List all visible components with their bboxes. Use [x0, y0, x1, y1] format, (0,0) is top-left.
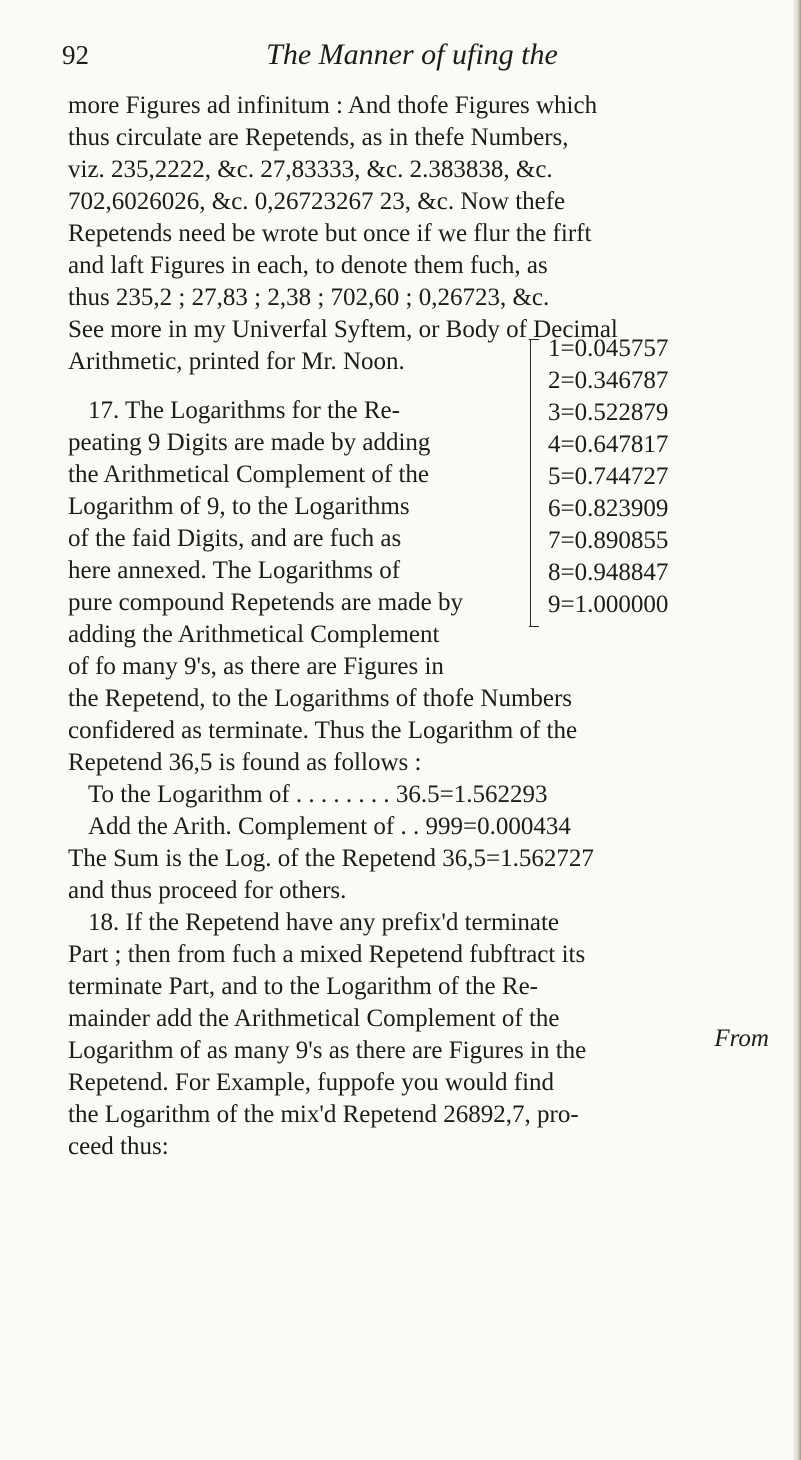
text-line: peating 9 Digits are made by adding	[68, 429, 431, 456]
text-line: of fo many 9's, as there are Figures in	[68, 653, 444, 680]
text-line: Logarithm of as many 9's as there are Figures in the	[68, 1037, 587, 1064]
text-line: and laft Figures in each, to denote them fuch, as	[68, 252, 548, 279]
text-line: and thus proceed for others.	[68, 877, 347, 904]
text-line: viz. 235,2222, &c. 27,83333, &c. 2.383838, &c.	[68, 156, 553, 183]
text-line: Repetend. For Example, fuppofe you would find	[68, 1069, 555, 1096]
table-entry: 3=0.522879	[548, 399, 669, 426]
text-line: ceed thus:	[68, 1133, 169, 1160]
table-entry: 7=0.890855	[548, 527, 669, 554]
table-entry: 4=0.647817	[548, 431, 669, 458]
text-line: the Repetend, to the Logarithms of thofe Numbers	[68, 685, 573, 712]
text-line: the Arithmetical Complement of the	[68, 461, 430, 488]
text-line: thus 235,2 ; 27,83 ; 2,38 ; 702,60 ; 0,26723, &c.	[68, 284, 550, 311]
text-line: Add the Arith. Complement of . . 999=0.000434	[88, 813, 571, 840]
table-entry: 2=0.346787	[548, 367, 669, 394]
text-line: To the Logarithm of . . . . . . . . 36.5=1.562293	[88, 781, 548, 808]
text-line: Part ; then from fuch a mixed Repetend fubftract its	[68, 941, 586, 968]
table-entry: 9=1.000000	[548, 591, 669, 618]
page-number: 92	[62, 40, 89, 70]
text-line: here annexed. The Logarithms of	[68, 557, 401, 584]
text-line: mainder add the Arithmetical Complement of the	[68, 1005, 560, 1032]
text-line: See more in my Univerfal Syftem, or Body of Decimal	[68, 316, 618, 343]
catchword: From	[714, 1025, 769, 1052]
text-line: adding the Arithmetical Complement	[68, 621, 440, 648]
table-entry: 6=0.823909	[548, 495, 669, 522]
text-line: thus circulate are Repetends, as in thefe Numbers,	[68, 124, 569, 151]
table-entry: 8=0.948847	[548, 559, 669, 586]
text-line: Repetends need be wrote but once if we flur the firft	[68, 220, 592, 247]
table-entry: 1=0.045757	[548, 335, 669, 362]
page-edge	[793, 0, 801, 1460]
text-line: terminate Part, and to the Logarithm of the Re-	[68, 973, 538, 1000]
running-title: The Manner of ufing the	[266, 38, 558, 71]
text-line: pure compound Repetends are made by	[68, 589, 464, 616]
logarithm-table	[530, 335, 730, 635]
text-line: confidered as terminate. Thus the Logarithm of the	[68, 717, 578, 744]
text-line: 702,6026026, &c. 0,26723267 23, &c. Now thefe	[68, 188, 566, 215]
page-header	[62, 38, 762, 78]
text-line: the Logarithm of the mix'd Repetend 26892,7, pro-	[68, 1101, 579, 1128]
text-line: The Sum is the Log. of the Repetend 36,5=1.562727	[68, 845, 594, 872]
text-line: 17. The Logarithms for the Re-	[88, 397, 400, 424]
text-line: of the faid Digits, and are fuch as	[68, 525, 402, 552]
text-line: 18. If the Repetend have any prefix'd terminate	[88, 909, 559, 936]
text-line: Logarithm of 9, to the Logarithms	[68, 493, 410, 520]
text-line: Repetend 36,5 is found as follows :	[68, 749, 422, 776]
text-line: more Figures ad infinitum : And thofe Figures which	[68, 92, 598, 119]
table-entry: 5=0.744727	[548, 463, 669, 490]
brace	[530, 339, 541, 627]
text-line: Arithmetic, printed for Mr. Noon.	[68, 348, 405, 375]
